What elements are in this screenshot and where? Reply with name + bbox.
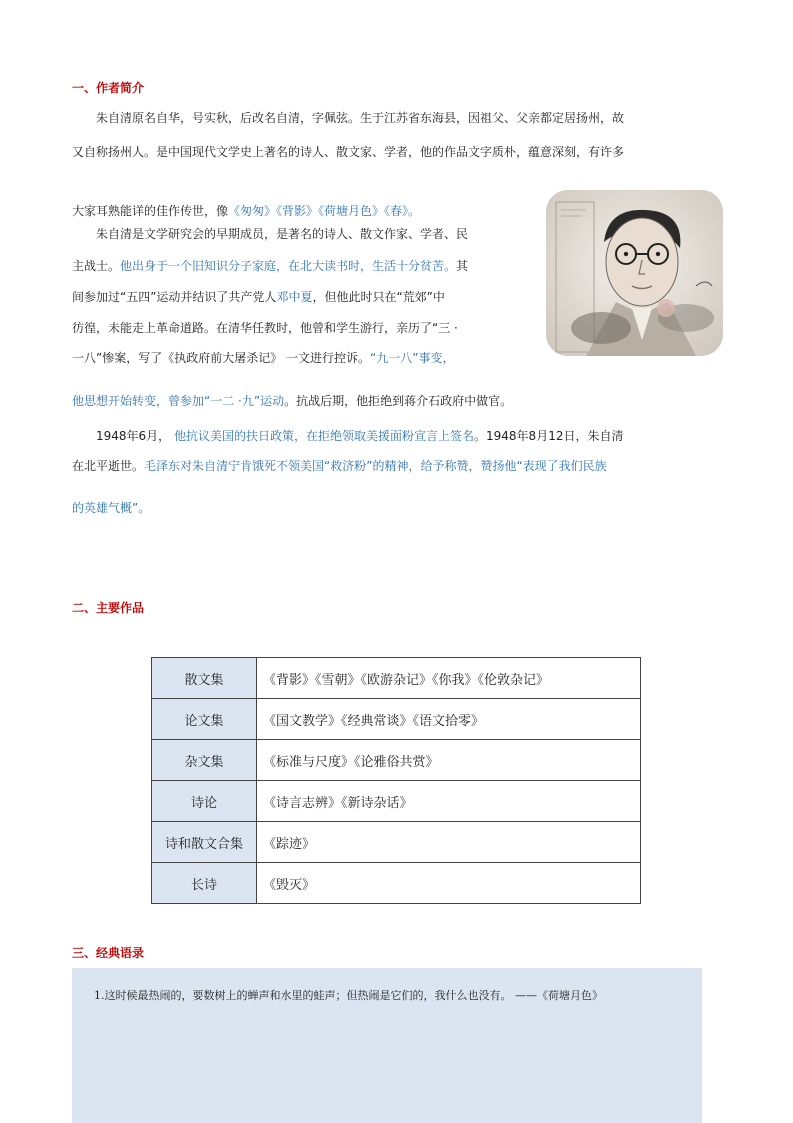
bio-text: 间参加过“五四”运动并结识了共产党人 xyxy=(72,290,277,304)
table-row xyxy=(152,740,641,781)
work-titles: 《毁灭》 xyxy=(257,863,641,904)
bio-line xyxy=(72,256,468,276)
bio-line xyxy=(72,498,150,518)
section-title-quotes: 三、经典语录 xyxy=(72,946,145,960)
bio-line xyxy=(72,426,623,446)
portrait-illustration xyxy=(546,190,723,356)
table-row xyxy=(152,699,641,740)
highlighted-text: 他思想开始转变，曾参加“一二 ·九”运动 xyxy=(72,394,285,408)
bio-text: 在北平逝世。 xyxy=(72,459,145,473)
bio-line xyxy=(72,391,512,411)
bio-text: 主战士。 xyxy=(72,259,121,273)
work-titles: 《标准与尺度》《论雅俗共赏》 xyxy=(257,740,641,781)
work-category: 诗论 xyxy=(152,781,257,822)
quote-box xyxy=(72,968,702,1123)
work-category: 论文集 xyxy=(152,699,257,740)
bio-line xyxy=(72,224,468,244)
highlighted-text: 《匆匆》《背影》《荷塘月色》《春》。 xyxy=(228,204,421,218)
highlighted-text: “九一八”事变， xyxy=(370,351,455,365)
bio-line xyxy=(72,142,624,162)
table-row xyxy=(152,781,641,822)
bio-text: 其 xyxy=(456,259,469,273)
work-category: 杂文集 xyxy=(152,740,257,781)
bio-text: 一八”惨案，写了《执政府前大屠杀记》 一文进行控诉。 xyxy=(72,351,371,365)
bio-line xyxy=(72,201,420,221)
highlighted-text: 他出身于一个旧知识分子家庭，在北大读书时，生活十分贫苦。 xyxy=(120,259,457,273)
table-row xyxy=(152,863,641,904)
bio-text: 1948年6月， xyxy=(96,429,174,443)
bio-text: 彷徨，未能走上革命道路。在清华任教时，他曾和学生游行，亲历了“三 · xyxy=(72,321,458,335)
work-category: 长诗 xyxy=(152,863,257,904)
bio-line xyxy=(72,348,454,368)
highlighted-text: 毛泽东对朱自清宁肯饿死不领美国“救济粉”的精神，给予称赞，赞扬他“表现了我们民族 xyxy=(144,459,607,473)
highlighted-text: 邓中夏 xyxy=(276,290,313,304)
bio-text: 。1948年8月12日，朱自清 xyxy=(474,429,624,443)
highlighted-text: 他抗议美国的扶日政策，在拒绝领取美援面粉宣言上签名 xyxy=(174,429,475,443)
bio-line xyxy=(72,287,445,307)
quote-text: 1.这时候最热闹的，要数树上的蝉声和水里的蛙声；但热闹是它们的，我什么也没有。 ——《荷塘月色》 xyxy=(94,989,603,1002)
bio-text: ，但他此时只在“荒郊”中 xyxy=(312,290,445,304)
bio-line xyxy=(72,456,607,476)
work-titles: 《踪迹》 xyxy=(257,822,641,863)
work-category: 诗和散文合集 xyxy=(152,822,257,863)
work-category: 散文集 xyxy=(152,658,257,699)
bio-line xyxy=(72,318,458,338)
work-titles: 《诗言志辨》《新诗杂话》 xyxy=(257,781,641,822)
work-titles: 《背影》《雪朝》《欧游杂记》《你我》《伦敦杂记》 xyxy=(257,658,641,699)
table-row xyxy=(152,822,641,863)
section-title-works: 二、主要作品 xyxy=(72,601,145,615)
section-title-author: 一、作者简介 xyxy=(72,81,145,95)
author-portrait-image xyxy=(546,190,723,356)
works-table xyxy=(151,657,641,904)
bio-text: 又自称扬州人。是中国现代文学史上著名的诗人、散文家、学者，他的作品文字质朴，蕴意深刻，有许多 xyxy=(72,145,625,159)
bio-text: 。抗战后期，他拒绝到蒋介石政府中做官。 xyxy=(284,394,513,408)
bio-text: 朱自清是文学研究会的早期成员，是著名的诗人、散文作家、学者、民 xyxy=(96,227,469,241)
table-row xyxy=(152,658,641,699)
work-titles: 《国文教学》《经典常谈》《语文拾零》 xyxy=(257,699,641,740)
highlighted-text: 的英雄气概”。 xyxy=(72,501,151,515)
bio-text: 大家耳熟能详的佳作传世，像 xyxy=(72,204,229,218)
bio-line xyxy=(72,108,624,128)
bio-text: 朱自清原名自华，号实秋，后改名自清，字佩弦。生于江苏省东海县，因祖父、父亲都定居扬州，故 xyxy=(96,111,625,125)
